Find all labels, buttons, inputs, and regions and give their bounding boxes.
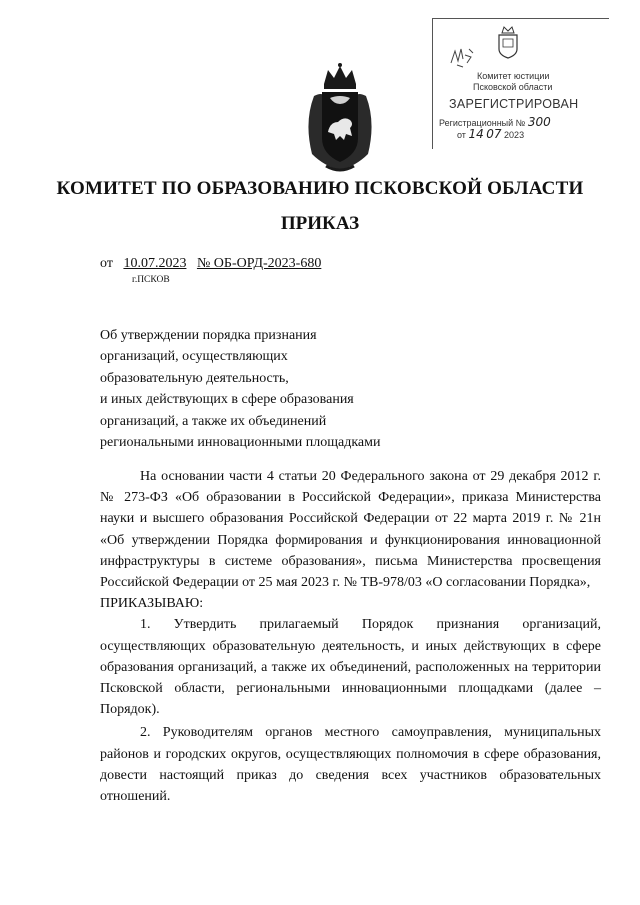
organization-title: КОМИТЕТ ПО ОБРАЗОВАНИЮ ПСКОВСКОЙ ОБЛАСТИ xyxy=(56,178,584,199)
registration-stamp xyxy=(432,18,609,149)
stamp-date-month: 07 xyxy=(486,127,502,141)
document-type-title: ПРИКАЗ xyxy=(280,213,360,234)
stamp-date-day: 14 xyxy=(468,127,484,141)
stamp-registered-title: ЗАРЕГИСТРИРОВАН xyxy=(449,97,579,111)
order-date-prefix: от xyxy=(100,256,113,271)
order-meta xyxy=(100,256,321,272)
order-date: 10.07.2023 xyxy=(123,256,187,271)
order-item-2: 2. Руководителям органов местного самоуправления, муниципальных районов и городских округов, осуществляющих полномочия в сфере образования, довести настоящий приказ до сведения всех участников образовательных отношений. xyxy=(100,725,601,805)
stamp-authority-line2: Псковской области xyxy=(473,82,553,92)
coat-of-arms-emblem xyxy=(300,62,380,174)
stamp-date-year: 2023 xyxy=(504,130,525,140)
order-body xyxy=(100,466,601,807)
order-number: № ОБ-ОРД-2023-680 xyxy=(196,256,322,271)
order-city: г.ПСКОВ xyxy=(132,275,170,285)
subject-line: организаций, осуществляющих xyxy=(100,349,288,365)
subject-line: образовательную деятельность, xyxy=(100,370,289,386)
order-item-1: 1. Утвердить прилагаемый Порядок признания организаций, осуществляющих образовательную деятельность, и иных действующих в сфере образования организаций, а также их объединений, расположенных на территории Псковской области, региональными инновационными площадками (далее – Порядок). xyxy=(100,617,601,718)
preamble-paragraph: На основании части 4 статьи 20 Федерального закона от 29 декабря 2012 г. № 273-ФЗ «Об образовании в Российской Федерации», приказа Министерства науки и высшего образования Российской Федерации от 22 марта 2019 г. № 21н «Об утверждении Порядка формирования и функционирования инновационной инфраструктуры в системе образования», письма Министерства просвещения Российской Федерации от 25 мая 2023 г. № ТВ-978/03 «О согласовании Порядка», xyxy=(100,469,601,591)
subject-line: региональными инновационными площадками xyxy=(100,435,381,451)
stamp-date-row xyxy=(457,127,524,141)
stamp-emblem-icon xyxy=(495,25,521,59)
subject-line: организаций, а также их объединений xyxy=(100,413,327,429)
stamp-authority-line1: Комитет юстиции xyxy=(477,71,550,81)
subject-line: и иных действующих в сфере образования xyxy=(100,392,354,408)
stamp-reg-number-value: 300 xyxy=(527,115,551,129)
stamp-date-prefix: от xyxy=(457,130,466,140)
subject-line: Об утверждении порядка признания xyxy=(100,328,317,343)
order-subject xyxy=(100,325,381,453)
signature-scribble xyxy=(449,45,479,69)
decree-word: ПРИКАЗЫВАЮ: xyxy=(100,596,204,612)
stamp-reg-number-label: Регистрационный № xyxy=(439,118,526,128)
